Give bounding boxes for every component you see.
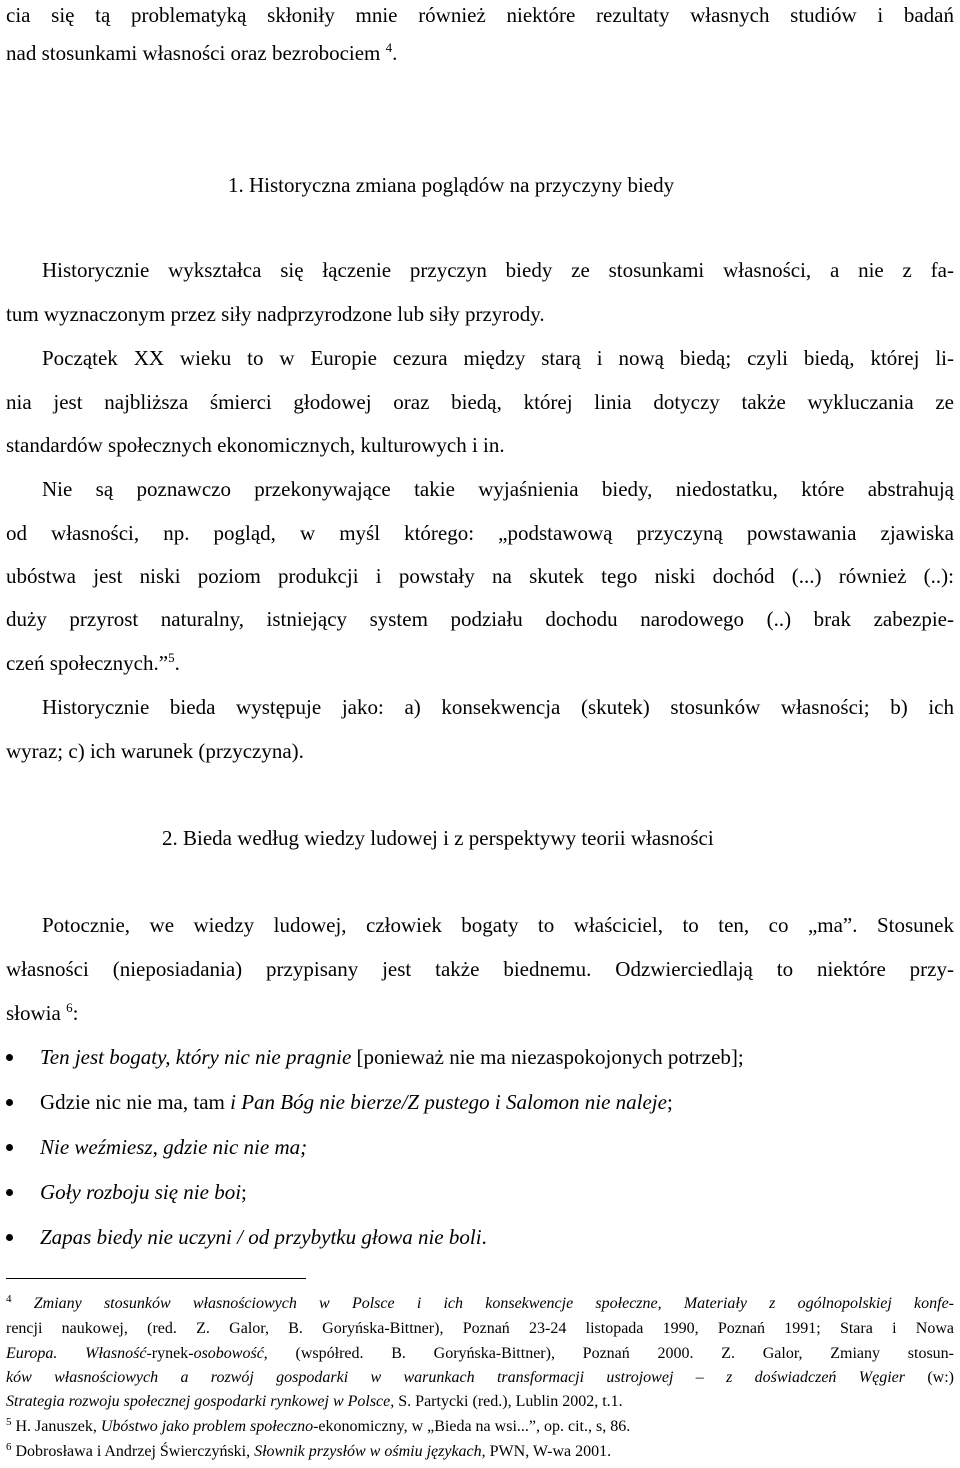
s1-p1-line-1: Historycznie wykształca się łączenie przyczyn biedy ze stosunkami własności, a nie z fa-: [42, 258, 954, 282]
footnote-ref-5[interactable]: 5: [168, 650, 175, 665]
bullet-icon: [6, 1189, 13, 1196]
bullet-icon: [6, 1234, 13, 1241]
bullet-icon: [6, 1054, 13, 1061]
footnote-4-line-5: Strategia rozwoju społecznej gospodarki rynkowej w Polsce, S. Partycki (red.), Lublin 2002, t.1.: [6, 1393, 623, 1410]
footnote-4-line-1: $^4$ Zmiany stosunków własnościowych w Polsce i ich konsekwencje społeczne, Materiały z ogólnopolskiej konfe-: [6, 1293, 955, 1312]
footnote-4-line-2: rencji naukowej, (red. Z. Galor, B. Goryńska-Bittner), Poznań 23-24 listopada 1990, Poznań 1991; Stara i Nowa: [6, 1320, 954, 1337]
footnote-4-line-4: ków własnościowych a rozwój gospodarki w warunkach transformacji ustrojowej – z doświadczeń Węgier (w:): [6, 1369, 955, 1386]
s1-p3-line-1: Nie są poznawczo przekonywające takie wyjaśnienia biedy, niedostatku, które abstrahują: [42, 477, 954, 501]
s1-p3-line-4: duży przyrost naturalny, istniejący system podziału dochodu narodowego (..) brak zabezpie-: [6, 607, 954, 631]
footnote-6: $^6$ Dobrosława i Andrzej Świerczyński, Słownik przysłów w ośmiu językach, PWN, W-wa 2001.: [6, 1441, 612, 1460]
footnote-ref-4[interactable]: 4: [385, 40, 393, 55]
s1-p2-line-1: Początek XX wieku to w Europie cezura między starą i nową biedą; czyli biedą, której li-: [42, 346, 954, 370]
footnote-divider: [6, 1278, 306, 1279]
section-1-heading: 1. Historyczna zmiana poglądów na przyczyny biedy: [228, 173, 675, 197]
s1-p4-line-1: Historycznie bieda występuje jako: a) konsekwencja (skutek) stosunków własności; b) ich: [42, 695, 954, 719]
s1-p1-line-2: tum wyznaczonym przez siły nadprzyrodzone lub siły przyrody.: [6, 302, 545, 326]
footnote-number-5: 5: [6, 1416, 12, 1428]
intro-line-1: cia się tą problematyką skłoniły mnie również niektóre rezultaty własnych studiów i badań: [6, 3, 954, 27]
footnote-5: $^5$ H. Januszek, Ubóstwo jako problem społeczno-ekonomiczny, w „Bieda na wsi...”, op. cit., s, 86.: [6, 1416, 631, 1435]
s1-p3-line-5: czeń społecznych.”$^5$.: [6, 650, 180, 675]
section-2-heading: 2. Bieda według wiedzy ludowej i z perspektywy teorii własności: [162, 826, 714, 850]
s2-p1-line-2: własności (nieposiadania) przypisany jest także biednemu. Odzwierciedlają to niektóre przy-: [6, 957, 954, 981]
footnote-number-4: 4: [6, 1293, 12, 1305]
bullet-icon: [6, 1099, 13, 1106]
bullet-icon: [6, 1144, 13, 1151]
intro-line-2: nad stosunkami własności oraz bezrobociem $^4$.: [6, 40, 398, 65]
s1-p4-line-2: wyraz; c) ich warunek (przyczyna).: [6, 739, 304, 763]
footnote-number-6: 6: [6, 1441, 12, 1453]
s1-p2-line-3: standardów społecznych ekonomicznych, kulturowych i in.: [6, 433, 505, 457]
s2-p1-line-1: Potocznie, we wiedzy ludowej, człowiek bogaty to właściciel, to ten, co „ma”. Stosunek: [42, 913, 954, 937]
footnote-ref-6[interactable]: 6: [66, 1000, 73, 1015]
footnote-4-line-3: Europa. Własność-rynek-osobowość, (współred. B. Goryńska-Bittner), Poznań 2000. Z. Galor, Zmiany stosun-: [6, 1345, 954, 1362]
s2-p1-line-3: słowia $^6$:: [6, 1000, 79, 1025]
s1-p3-line-3: ubóstwa jest niski poziom produkcji i powstały na skutek tego niski dochód (...) również (..):: [6, 564, 954, 588]
s1-p3-line-2: od własności, np. pogląd, w myśl którego: „podstawową przyczyną powstawania zjawiska: [6, 521, 954, 545]
s1-p2-line-2: nia jest najbliższa śmierci głodowej oraz biedą, której linia dotyczy także wykluczania ze: [6, 390, 954, 414]
